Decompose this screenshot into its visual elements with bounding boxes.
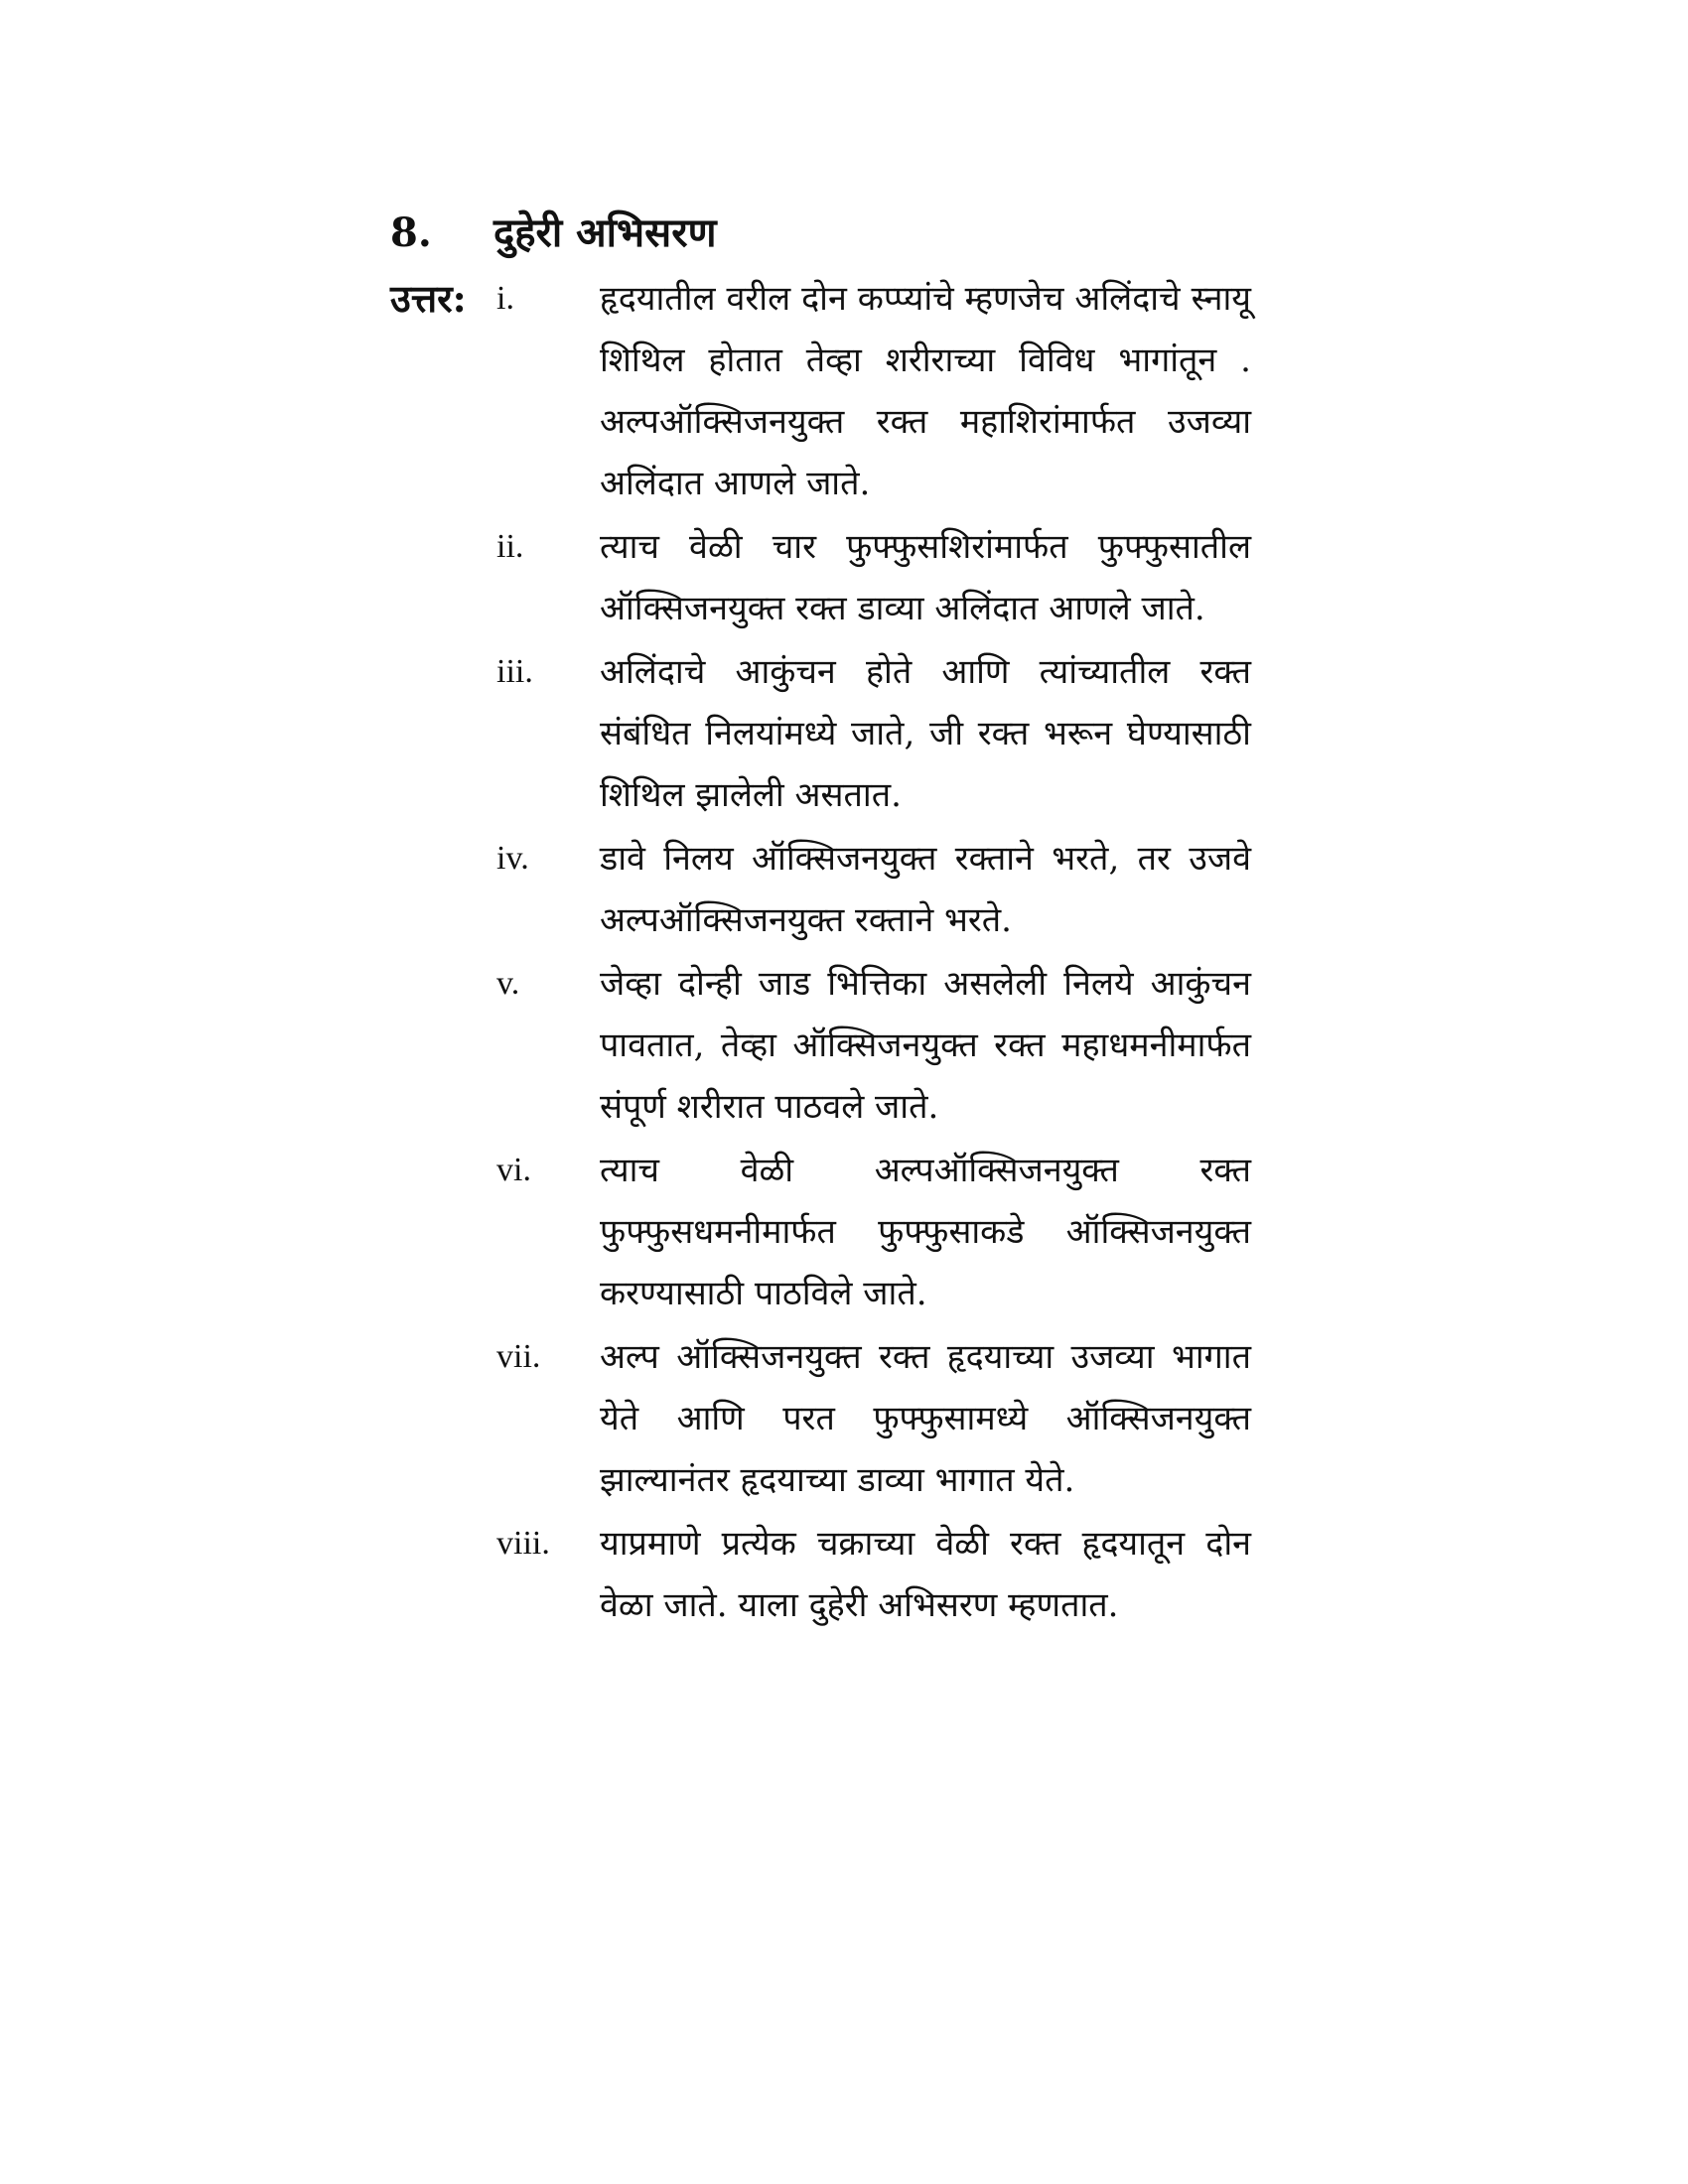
answer-list xyxy=(496,268,1251,1638)
item-numeral: vii. xyxy=(496,1338,541,1375)
question-title: दुहेरी अभिसरण xyxy=(493,209,717,256)
item-text: जेव्हा दोन्ही जाड भित्तिका असलेली निलये आकुंचन पावतात, तेव्हा ऑक्सिजनयुक्त रक्त महाधमनीमार्फत संपूर्ण शरीरात पाठवले जाते. xyxy=(600,964,1251,1127)
item-numeral: iii. xyxy=(496,653,533,690)
item-text: त्याच वेळी अल्पऑक्सिजनयुक्त रक्त फुफ्फुसधमनीमार्फत फुफ्फुसाकडे ऑक्सिजनयुक्त करण्यासाठी पाठविले जाते. xyxy=(600,1151,1251,1313)
answer-item-3 xyxy=(496,641,1251,826)
answer-item-4 xyxy=(496,828,1251,951)
item-text: त्याच वेळी चार फुफ्फुसशिरांमार्फत फुफ्फुसातील ऑक्सिजनयुक्त रक्त डाव्या अलिंदात आणले जाते. xyxy=(600,527,1251,628)
item-text: याप्रमाणे प्रत्येक चक्राच्या वेळी रक्त हृदयातून दोन वेळा जाते. याला दुहेरी अभिसरण म्हणतात. xyxy=(600,1524,1251,1625)
answer-item-8 xyxy=(496,1513,1251,1636)
answer-item-1 xyxy=(496,268,1251,514)
answer-item-5 xyxy=(496,953,1251,1138)
question-heading xyxy=(390,204,717,263)
answer-label: उत्तर: xyxy=(390,276,467,321)
item-text: अल्प ऑक्सिजनयुक्त रक्त हृदयाच्या उजव्या भागात येते आणि परत फुफ्फुसामध्ये ऑक्सिजनयुक्त झाल्यानंतर हृदयाच्या डाव्या भागात येते. xyxy=(600,1337,1251,1500)
answer-item-7 xyxy=(496,1326,1251,1511)
item-numeral: iv. xyxy=(496,840,529,877)
item-numeral: v. xyxy=(496,965,520,1002)
item-numeral: viii. xyxy=(496,1525,550,1562)
item-numeral: vi. xyxy=(496,1152,531,1188)
answer-item-6 xyxy=(496,1140,1251,1324)
answer-item-2 xyxy=(496,516,1251,639)
question-number: 8. xyxy=(390,209,432,256)
item-text: अलिंदाचे आकुंचन होते आणि त्यांच्यातील रक्त संबंधित निलयांमध्ये जाते, जी रक्त भरून घेण्यासाठी शिथिल झालेली असतात. xyxy=(600,652,1251,815)
item-text: डावे निलय ऑक्सिजनयुक्त रक्ताने भरते, तर उजवे अल्पऑक्सिजनयुक्त रक्ताने भरते. xyxy=(600,839,1251,940)
item-text: हृदयातील वरील दोन कप्प्यांचे म्हणजेच अलिंदाचे स्नायू शिथिल होतात तेव्हा शरीराच्या विविध भागांतून . अल्पऑक्सिजनयुक्त रक्त महाशिरांमार्फत उजव्या अलिंदात आणले जाते. xyxy=(600,279,1251,503)
item-numeral: ii. xyxy=(496,528,524,565)
item-numeral: i. xyxy=(496,280,514,317)
